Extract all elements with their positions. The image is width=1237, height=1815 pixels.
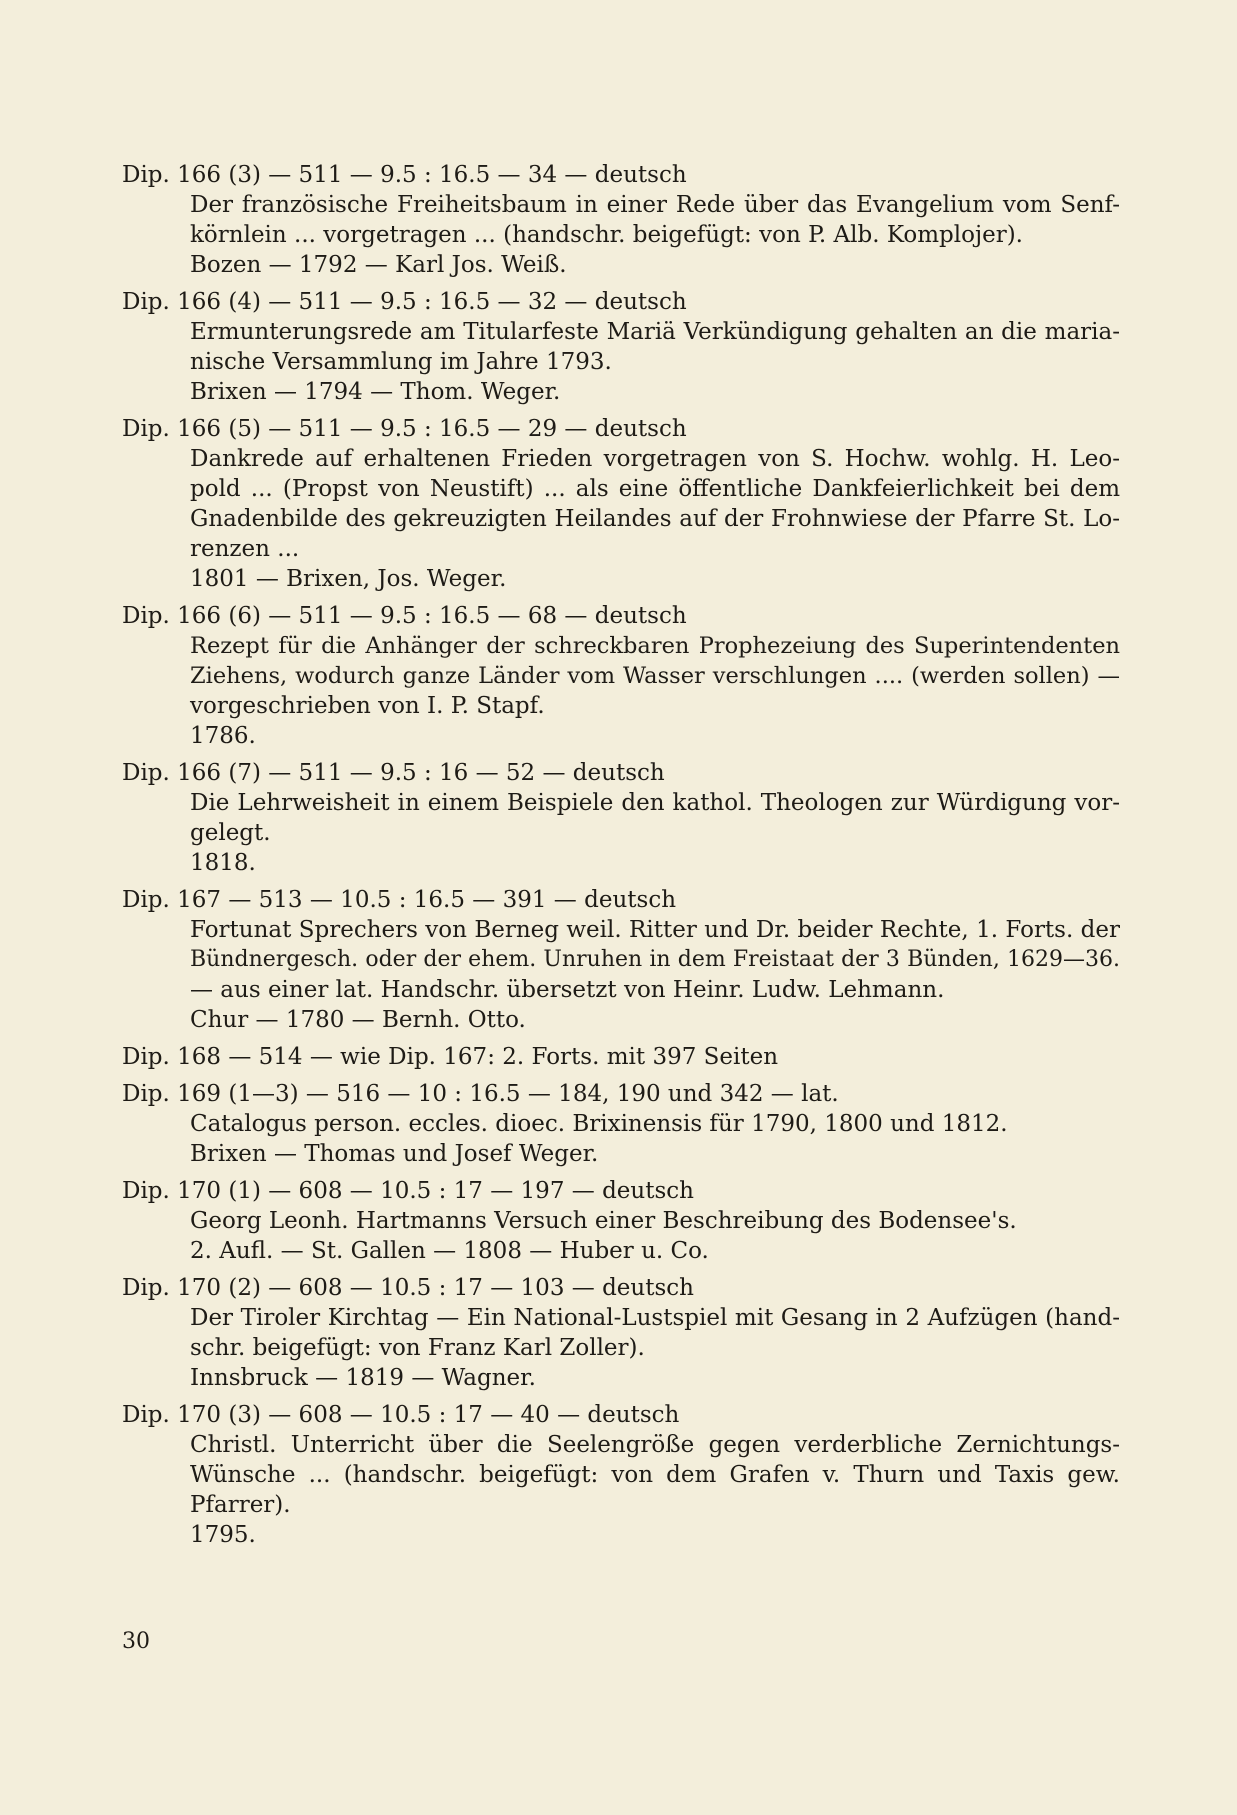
entry-line: Gnadenbilde des gekreuzigten Heilandes auf der Frohnwiese der Pfarre St. Lo-	[190, 506, 1120, 532]
catalog-entry	[122, 1176, 1120, 1266]
catalog-entry	[122, 885, 1120, 1035]
catalog-entry	[122, 1273, 1120, 1393]
entry-line: 1801 — Brixen, Jos. Weger.	[190, 566, 507, 592]
entry-description	[122, 788, 1120, 878]
entry-heading: Dip. 167 — 513 — 10.5 : 16.5 — 391 — deutsch	[122, 887, 677, 913]
catalog-entry	[122, 1042, 1120, 1072]
catalog-entry	[122, 758, 1120, 878]
entry-line: Rezept für die Anhänger der schreckbaren Prophezeiung des Superintendenten	[190, 633, 1120, 659]
entry-line: gelegt.	[190, 820, 271, 846]
entry-heading: Dip. 170 (3) — 608 — 10.5 : 17 — 40 — deutsch	[122, 1402, 680, 1428]
entry-line: Brixen — 1794 — Thom. Weger.	[190, 379, 561, 405]
entry-description	[122, 1109, 1120, 1169]
entry-line: Wünsche ... (handschr. beigefügt: von dem Grafen v. Thurn und Taxis gew.	[190, 1462, 1120, 1488]
catalog-entry	[122, 1079, 1120, 1169]
entry-line: Innsbruck — 1819 — Wagner.	[190, 1365, 536, 1391]
entry-line: renzen ...	[190, 536, 300, 562]
entry-heading: Dip. 170 (1) — 608 — 10.5 : 17 — 197 — deutsch	[122, 1178, 694, 1204]
entry-line: pold ... (Propst von Neustift) ... als eine öffentliche Dankfeierlichkeit bei dem	[190, 476, 1120, 502]
entry-line: 2. Aufl. — St. Gallen — 1808 — Huber u. Co.	[190, 1238, 709, 1264]
entry-description	[122, 631, 1120, 751]
catalog-entry	[122, 1400, 1120, 1550]
entry-heading: Dip. 166 (7) — 511 — 9.5 : 16 — 52 — deutsch	[122, 760, 665, 786]
entry-line: Der Tiroler Kirchtag — Ein National-Lustspiel mit Gesang in 2 Aufzügen (hand-	[190, 1305, 1120, 1331]
catalog-entry	[122, 287, 1120, 407]
entry-line: Ermunterungsrede am Titularfeste Mariä Verkündigung gehalten an die maria-	[190, 319, 1120, 345]
entry-description	[122, 444, 1120, 594]
entry-line: Pfarrer).	[190, 1492, 291, 1518]
entry-line: Die Lehrweisheit in einem Beispiele den kathol. Theologen zur Würdigung vor-	[190, 790, 1120, 816]
entry-heading: Dip. 166 (4) — 511 — 9.5 : 16.5 — 32 — deutsch	[122, 289, 687, 315]
entry-line: 1795.	[190, 1522, 256, 1548]
entry-line: Bozen — 1792 — Karl Jos. Weiß.	[190, 252, 567, 278]
entry-line: Der französische Freiheitsbaum in einer Rede über das Evangelium vom Senf-	[190, 192, 1120, 218]
entry-heading: Dip. 170 (2) — 608 — 10.5 : 17 — 103 — deutsch	[122, 1275, 694, 1301]
entry-line: 1786.	[190, 723, 256, 749]
entry-line: Georg Leonh. Hartmanns Versuch einer Beschreibung des Bodensee's.	[190, 1208, 1017, 1234]
entry-line: vorgeschrieben von I. P. Stapf.	[190, 693, 545, 719]
entry-description	[122, 1206, 1120, 1266]
page-number: 30	[122, 1629, 150, 1654]
entry-line: nische Versammlung im Jahre 1793.	[190, 349, 612, 375]
entry-line: — aus einer lat. Handschr. übersetzt von Heinr. Ludw. Lehmann.	[190, 977, 945, 1003]
entry-description	[122, 1430, 1120, 1550]
entry-line: Dankrede auf erhaltenen Frieden vorgetragen von S. Hochw. wohlg. H. Leo-	[190, 446, 1120, 472]
entry-line: Brixen — Thomas und Josef Weger.	[190, 1141, 599, 1167]
entry-line: 1818.	[190, 850, 256, 876]
entry-line: Bündnergesch. oder der ehem. Unruhen in dem Freistaat der 3 Bünden, 1629—36.	[190, 947, 1120, 972]
entry-line: Catalogus person. eccles. dioec. Brixinensis für 1790, 1800 und 1812.	[190, 1111, 1008, 1137]
entry-line: körnlein ... vorgetragen ... (handschr. beigefügt: von P. Alb. Komplojer).	[190, 222, 1023, 248]
entry-line: schr. beigefügt: von Franz Karl Zoller).	[190, 1335, 645, 1361]
catalog-entry	[122, 414, 1120, 594]
entry-description	[122, 317, 1120, 407]
entry-heading: Dip. 169 (1—3) — 516 — 10 : 16.5 — 184, 190 und 342 — lat.	[122, 1081, 839, 1107]
entry-line: Christl. Unterricht über die Seelengröße gegen verderbliche Zernichtungs-	[190, 1432, 1120, 1458]
entry-line: Chur — 1780 — Bernh. Otto.	[190, 1007, 526, 1033]
entry-description	[122, 1303, 1120, 1393]
entry-heading: Dip. 166 (5) — 511 — 9.5 : 16.5 — 29 — deutsch	[122, 416, 687, 442]
entry-description	[122, 190, 1120, 280]
entry-line: Fortunat Sprechers von Berneg weil. Ritter und Dr. beider Rechte, 1. Forts. der	[190, 917, 1120, 943]
catalog-entry	[122, 601, 1120, 751]
entry-line: Ziehens, wodurch ganze Länder vom Wasser verschlungen .... (werden sollen) —	[190, 663, 1120, 689]
entry-heading: Dip. 166 (6) — 511 — 9.5 : 16.5 — 68 — deutsch	[122, 603, 687, 629]
entry-heading: Dip. 166 (3) — 511 — 9.5 : 16.5 — 34 — deutsch	[122, 162, 687, 188]
entry-description	[122, 915, 1120, 1035]
catalog-page	[122, 160, 1120, 1557]
entry-heading: Dip. 168 — 514 — wie Dip. 167: 2. Forts. mit 397 Seiten	[122, 1044, 779, 1070]
catalog-entry	[122, 160, 1120, 280]
